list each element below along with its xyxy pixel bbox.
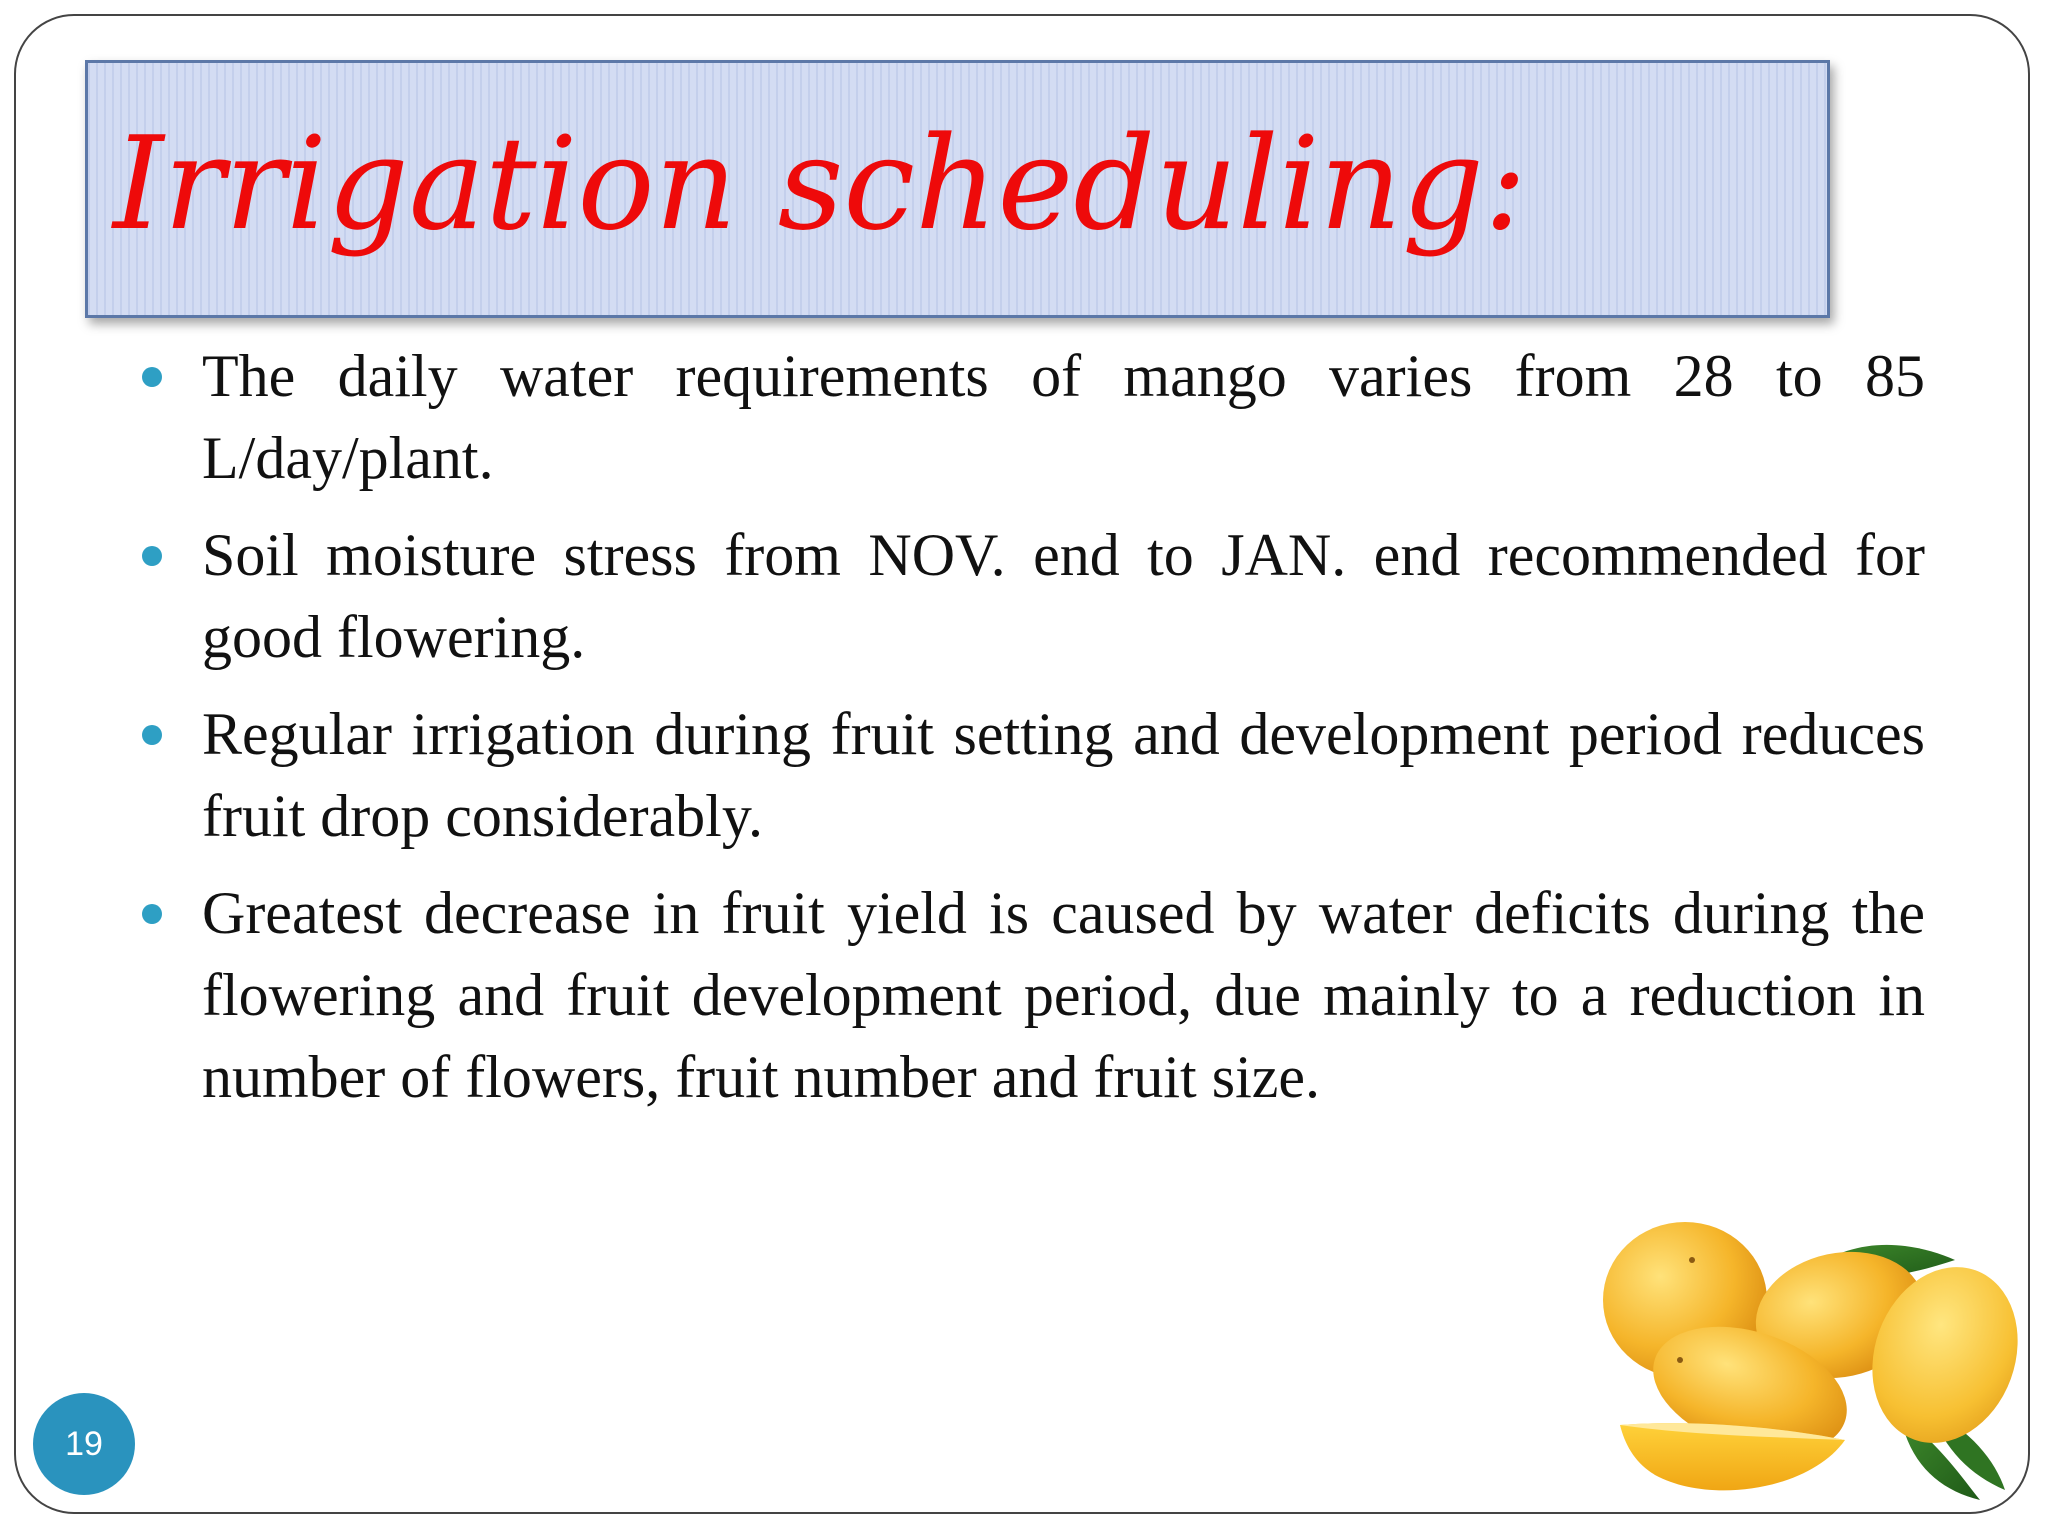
- bullet-dot-icon: [142, 904, 162, 924]
- bullet-text: Regular irrigation during fruit setting and development period reduces fruit drop considerably.: [202, 701, 1925, 849]
- bullet-dot-icon: [142, 367, 162, 387]
- bullet-text: The daily water requirements of mango varies from 28 to 85 L/day/plant.: [202, 343, 1925, 491]
- bullet-dot-icon: [142, 546, 162, 566]
- bullet-text: Greatest decrease in fruit yield is caused by water deficits during the flowering and fruit development period, due mainly to a reduction in number of flowers, fruit number and fruit size.: [202, 880, 1925, 1110]
- bullet-item: [140, 335, 1925, 499]
- bullet-list: [140, 335, 1925, 1133]
- title-box: [85, 60, 1830, 318]
- slide-title: Irrigation scheduling:: [113, 110, 1527, 259]
- bullet-dot-icon: [142, 725, 162, 745]
- bullet-item: [140, 514, 1925, 678]
- page-number-badge: 19: [33, 1393, 135, 1495]
- bullet-item: [140, 693, 1925, 857]
- bullet-item: [140, 872, 1925, 1118]
- bullet-text: Soil moisture stress from NOV. end to JAN. end recommended for good flowering.: [202, 522, 1925, 670]
- mango-fruits-image: [1600, 1215, 2020, 1510]
